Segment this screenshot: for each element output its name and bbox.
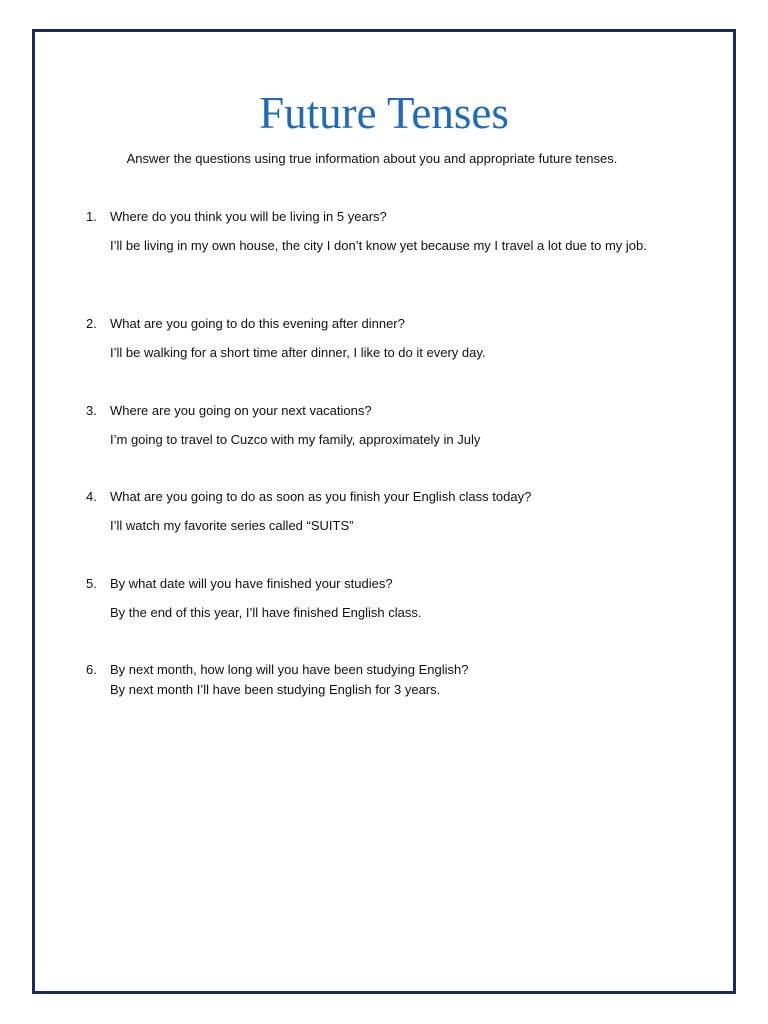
question-text: What are you going to do as soon as you finish your English class today?	[110, 489, 532, 504]
question-text: By what date will you have finished your studies?	[110, 576, 393, 591]
answer-text: By next month I’ll have been studying English for 3 years.	[110, 682, 441, 697]
question-number: 5.	[86, 576, 97, 591]
page-border	[32, 29, 736, 994]
answer-text: I’ll watch my favorite series called “SUITS”	[110, 518, 354, 533]
question-text: Where are you going on your next vacations?	[110, 403, 372, 418]
page-title: Future Tenses	[259, 88, 509, 138]
question-number: 3.	[86, 403, 97, 418]
question-number: 1.	[86, 209, 97, 224]
question-text: What are you going to do this evening after dinner?	[110, 316, 405, 331]
instructions: Answer the questions using true information about you and appropriate future tenses.	[126, 151, 618, 166]
answer-text: I’m going to travel to Cuzco with my family, approximately in July	[110, 432, 481, 447]
answer-text: I’ll be living in my own house, the city I don’t know yet because my I travel a lot due to my job.	[110, 238, 647, 253]
answer-text: By the end of this year, I’ll have finished English class.	[110, 605, 422, 620]
question-text: By next month, how long will you have been studying English?	[110, 662, 469, 677]
question-text: Where do you think you will be living in 5 years?	[110, 209, 387, 224]
question-number: 6.	[86, 662, 97, 677]
answer-text: I’ll be walking for a short time after dinner, I like to do it every day.	[110, 345, 486, 360]
question-number: 4.	[86, 489, 97, 504]
question-number: 2.	[86, 316, 97, 331]
